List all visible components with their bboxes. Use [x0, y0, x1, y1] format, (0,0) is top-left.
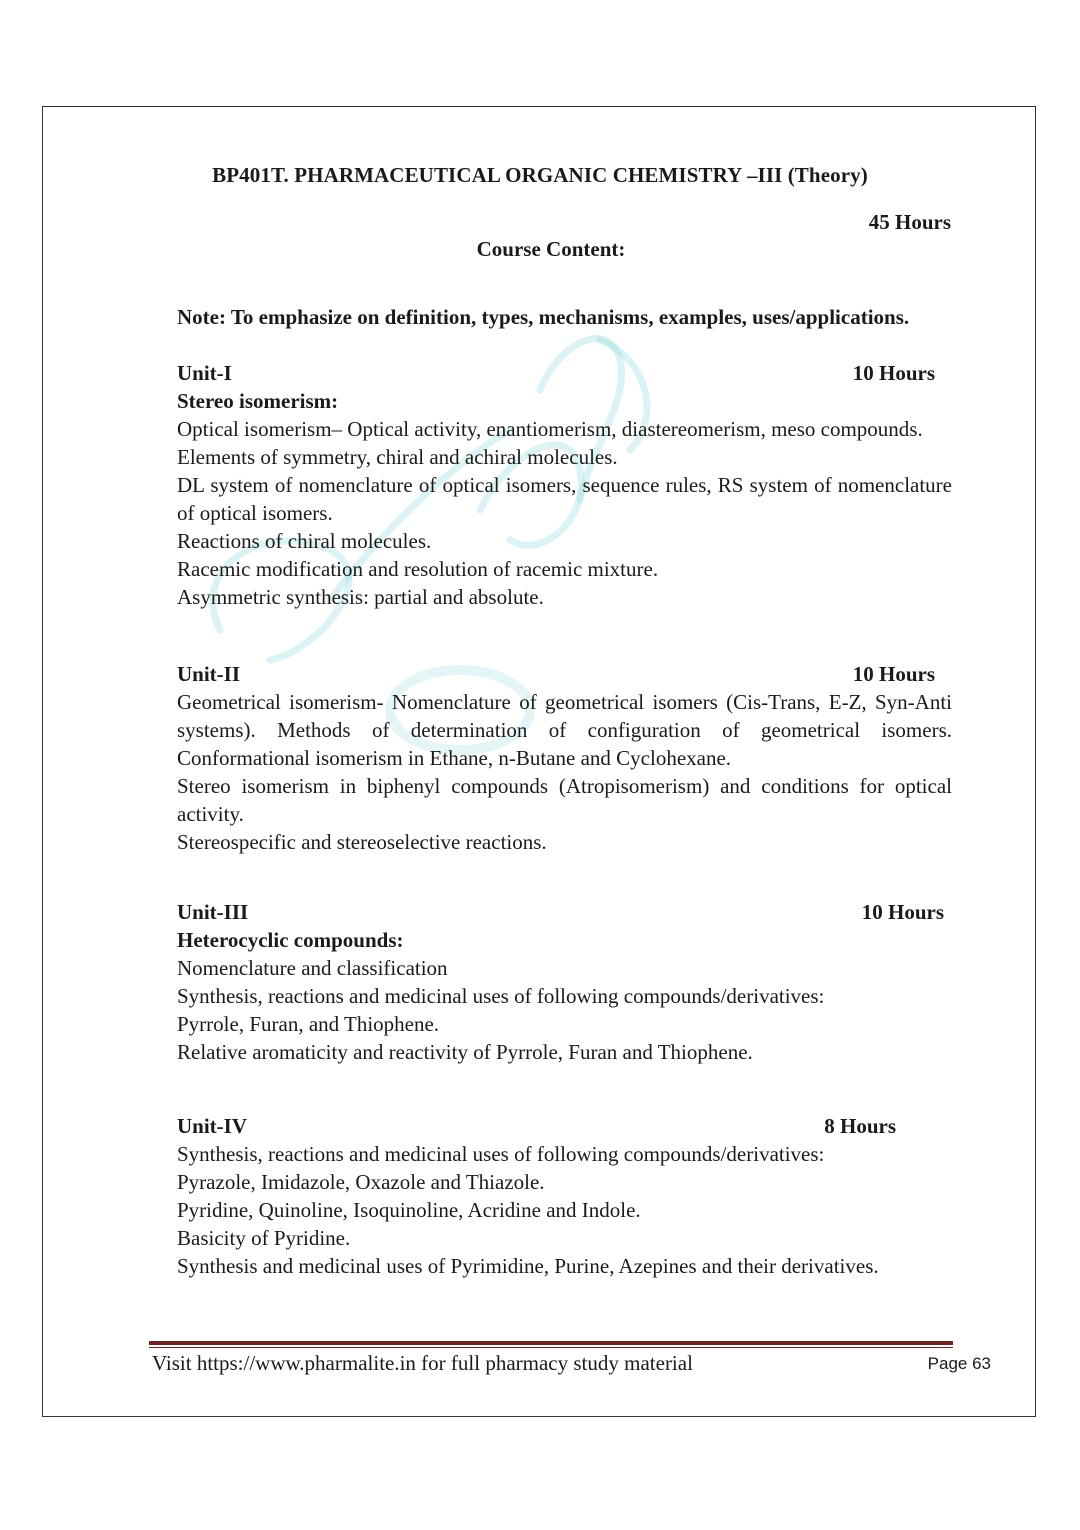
note: Note: To emphasize on definition, types, mechanisms, examples, uses/applications.: [177, 305, 910, 329]
content-line: Geometrical isomerism- Nomenclature of geometrical isomers (Cis-Trans, E-Z, Syn-Anti systems). Methods of determination of configuration of geometrical isomers. Conformational isomerism in Ethane, n-Butane and Cyclohexane.: [177, 690, 952, 770]
content-line: Pyrrole, Furan, and Thiophene.: [177, 1012, 440, 1036]
footer-divider: [149, 1341, 953, 1348]
unit-hours: 8 Hours: [824, 1114, 896, 1138]
unit-title: Unit-IV: [177, 1114, 248, 1138]
unit-title: Unit-III: [177, 900, 249, 924]
unit-header: [177, 898, 952, 926]
content-line: DL system of nomenclature of optical isomers, sequence rules, RS system of nomenclature of optical isomers.: [177, 473, 952, 525]
content-line: Optical isomerism– Optical activity, enantiomerism, diastereomerism, meso compounds.: [177, 417, 923, 441]
content-line: Synthesis, reactions and medicinal uses of following compounds/derivatives:: [177, 984, 825, 1008]
footer-link-text[interactable]: Visit https://www.pharmalite.in for full pharmacy study material: [152, 1351, 693, 1375]
content-line: Relative aromaticity and reactivity of Pyrrole, Furan and Thiophene.: [177, 1040, 753, 1064]
content-line: Asymmetric synthesis: partial and absolute.: [177, 585, 544, 609]
unit-title: Unit-II: [177, 662, 241, 686]
unit-iv-section: [177, 1112, 952, 1280]
course-content-heading: Course Content:: [476, 237, 626, 261]
unit-header: [177, 1112, 952, 1140]
content-line: Elements of symmetry, chiral and achiral molecules.: [177, 445, 618, 469]
content-line: Stereospecific and stereoselective reactions.: [177, 830, 547, 854]
unit-hours: 10 Hours: [852, 662, 935, 686]
page-number: Page 63: [927, 1354, 991, 1373]
unit-ii-section: [177, 660, 952, 856]
unit-subheading: Heterocyclic compounds:: [177, 928, 404, 952]
content-line: Basicity of Pyridine.: [177, 1226, 351, 1250]
unit-title: Unit-I: [177, 361, 232, 385]
unit-header: [177, 359, 952, 387]
unit-hours: 10 Hours: [852, 361, 935, 385]
content-line: Synthesis, reactions and medicinal uses of following compounds/derivatives:: [177, 1142, 825, 1166]
course-title: BP401T. PHARMACEUTICAL ORGANIC CHEMISTRY –III (Theory): [212, 163, 868, 187]
unit-hours: 10 Hours: [861, 900, 944, 924]
unit-subheading: Stereo isomerism:: [177, 389, 339, 413]
content-line: Stereo isomerism in biphenyl compounds (Atropisomerism) and conditions for optical activity.: [177, 774, 952, 826]
total-hours: 45 Hours: [868, 210, 951, 234]
content-line: Pyrazole, Imidazole, Oxazole and Thiazole.: [177, 1170, 545, 1194]
unit-header: [177, 660, 952, 688]
unit-i-section: [177, 359, 952, 611]
content-line: Racemic modification and resolution of racemic mixture.: [177, 557, 659, 581]
content-line: Reactions of chiral molecules.: [177, 529, 432, 553]
content-line: Nomenclature and classification: [177, 956, 448, 980]
unit-iii-section: [177, 898, 952, 1066]
content-line: Synthesis and medicinal uses of Pyrimidine, Purine, Azepines and their derivatives.: [177, 1254, 879, 1278]
content-line: Pyridine, Quinoline, Isoquinoline, Acridine and Indole.: [177, 1198, 641, 1222]
